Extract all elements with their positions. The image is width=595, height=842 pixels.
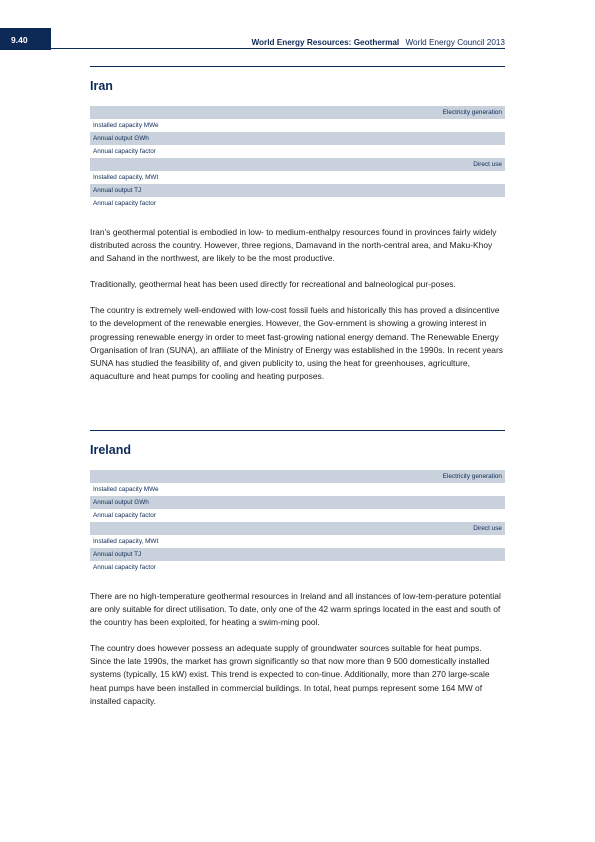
table-row: Annual output TJ — [90, 184, 505, 197]
table-row: Annual capacity factor — [90, 145, 505, 158]
page-number: 9.40 — [11, 35, 28, 45]
table-header-direct-use: Direct use — [90, 158, 505, 171]
table-row: Installed capacity MWe — [90, 119, 505, 132]
paragraph: There are no high-temperature geothermal resources in Ireland and all instances of low-tem-perature potential are only suitable for direct utilisation. To date, only one of the 42 warm springs located in the east and south of the country has been exploited, for heating a swim-ming pool. — [90, 591, 501, 628]
table-header-electricity: Electricity generation — [90, 106, 505, 119]
section-body — [90, 226, 505, 383]
table-row: Installed capacity, MWt — [90, 171, 505, 184]
section-iran — [90, 66, 505, 396]
table-row: Annual output GWh — [90, 496, 505, 509]
header-rule — [51, 48, 505, 49]
section-ireland — [90, 430, 505, 721]
section-title: Ireland — [90, 443, 131, 457]
section-rule — [90, 66, 505, 67]
paragraph: Iran’s geothermal potential is embodied in low- to medium-enthalpy resources found in provinces fairly widely distributed across the country. However, three regions, Damavand in the north-central area, and Maku-Khoy and Sahand in the northwest, are likely to be the most productive. — [90, 227, 497, 264]
paragraph: Traditionally, geothermal heat has been used directly for recreational and balneological pur-poses. — [90, 279, 456, 290]
running-head — [251, 38, 505, 47]
page-number-tab — [0, 28, 51, 50]
table-header-direct-use: Direct use — [90, 522, 505, 535]
table-row: Annual capacity factor — [90, 561, 505, 574]
section-title: Iran — [90, 79, 113, 93]
running-head-publisher: World Energy Council 2013 — [405, 38, 505, 47]
table-row: Installed capacity, MWt — [90, 535, 505, 548]
table-row: Installed capacity MWe — [90, 483, 505, 496]
table-row: Annual capacity factor — [90, 197, 505, 210]
table-row: Annual output GWh — [90, 132, 505, 145]
paragraph: The country does however possess an adequate supply of groundwater sources suitable for heat pumps. Since the late 1990s, the market has grown significantly so that now more than 9 500 domestically installed systems (typically, 15 kW) exist. This trend is expected to con-tinue. Additionally, more than 270 large-scale heat pumps have been installed in commercial buildings. In total, heat pumps represent some 164 MW of installed capacity. — [90, 643, 490, 706]
section-body — [90, 590, 505, 708]
geothermal-table — [90, 106, 505, 210]
table-row: Annual capacity factor — [90, 509, 505, 522]
section-rule — [90, 430, 505, 431]
paragraph: The country is extremely well-endowed with low-cost fossil fuels and historically this has proved a disincentive to the development of the renewable energies. However, the Gov-ernment is showing a growing interest in progressing renewable energy in order to meet fast-growing national energy demand. The Renewable Energy Organisation of Iran (SUNA), an affiliate of the Ministry of Energy was established in the 1990s. In recent years SUNA has studied the feasibility of, and given publicity to, using the heat for greenhouses, agriculture, aquaculture and heat pumps for cooling and heating purposes. — [90, 305, 504, 381]
table-row: Annual output TJ — [90, 548, 505, 561]
geothermal-table — [90, 470, 505, 574]
table-header-electricity: Electricity generation — [90, 470, 505, 483]
running-head-title: World Energy Resources: Geothermal — [251, 38, 400, 47]
